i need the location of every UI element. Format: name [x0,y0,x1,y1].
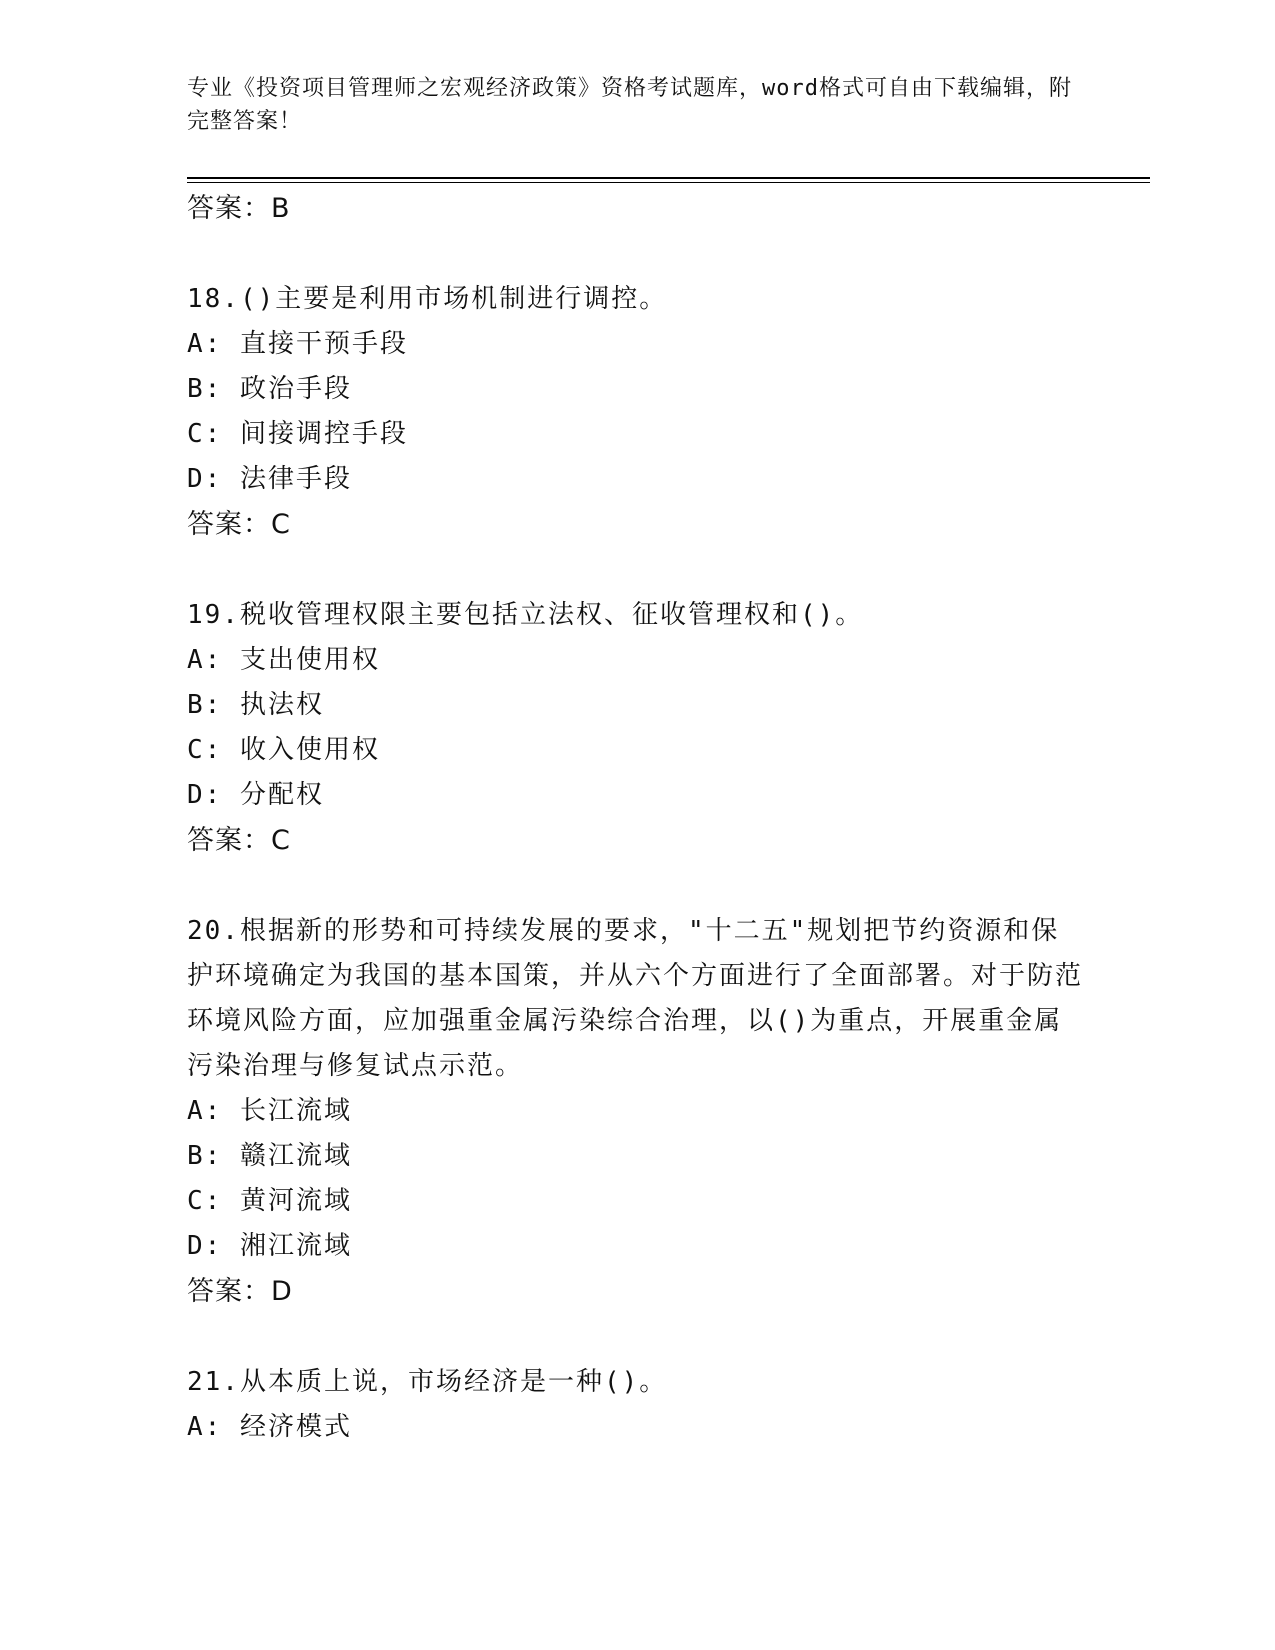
option-d: D: 分配权 [187,780,324,810]
answer-label: 答案：C [187,509,291,540]
option-a: A: 经济模式 [187,1412,352,1442]
question-20 [187,909,1087,1314]
question-text: 21.从本质上说，市场经济是一种()。 [187,1367,668,1397]
answer-label: 答案：D [187,1276,293,1307]
option-a: A: 长江流域 [187,1096,352,1126]
question-list [187,186,1087,1450]
answer-label: 答案：B [187,193,291,224]
question-18 [187,277,1087,547]
option-c: C: 收入使用权 [187,735,380,765]
option-c: C: 间接调控手段 [187,419,408,449]
option-a: A: 直接干预手段 [187,329,408,359]
question-text: 19.税收管理权限主要包括立法权、征收管理权和()。 [187,600,864,630]
document-header: 专业《投资项目管理师之宏观经济政策》资格考试题库，word格式可自由下载编辑，附完整答案！ [187,76,1072,134]
answer-label: 答案：C [187,825,291,856]
option-b: B: 赣江流域 [187,1141,352,1171]
option-d: D: 法律手段 [187,464,352,494]
header-rule [187,177,1150,179]
header-rule-thin [187,182,1150,183]
option-b: B: 政治手段 [187,374,352,404]
question-21 [187,1360,1087,1450]
question-text: 20.根据新的形势和可持续发展的要求，"十二五"规划把节约资源和保护环境确定为我国的基本国策，并从六个方面进行了全面部署。对于防范环境风险方面，应加强重金属污染综合治理，以()为重点，开展重金属污染治理与修复试点示范。 [187,916,1084,1081]
question-text: 18.()主要是利用市场机制进行调控。 [187,284,668,314]
option-d: D: 湘江流域 [187,1231,352,1261]
option-c: C: 黄河流域 [187,1186,352,1216]
question-19 [187,593,1087,863]
option-a: A: 支出使用权 [187,645,380,675]
option-b: B: 执法权 [187,690,324,720]
